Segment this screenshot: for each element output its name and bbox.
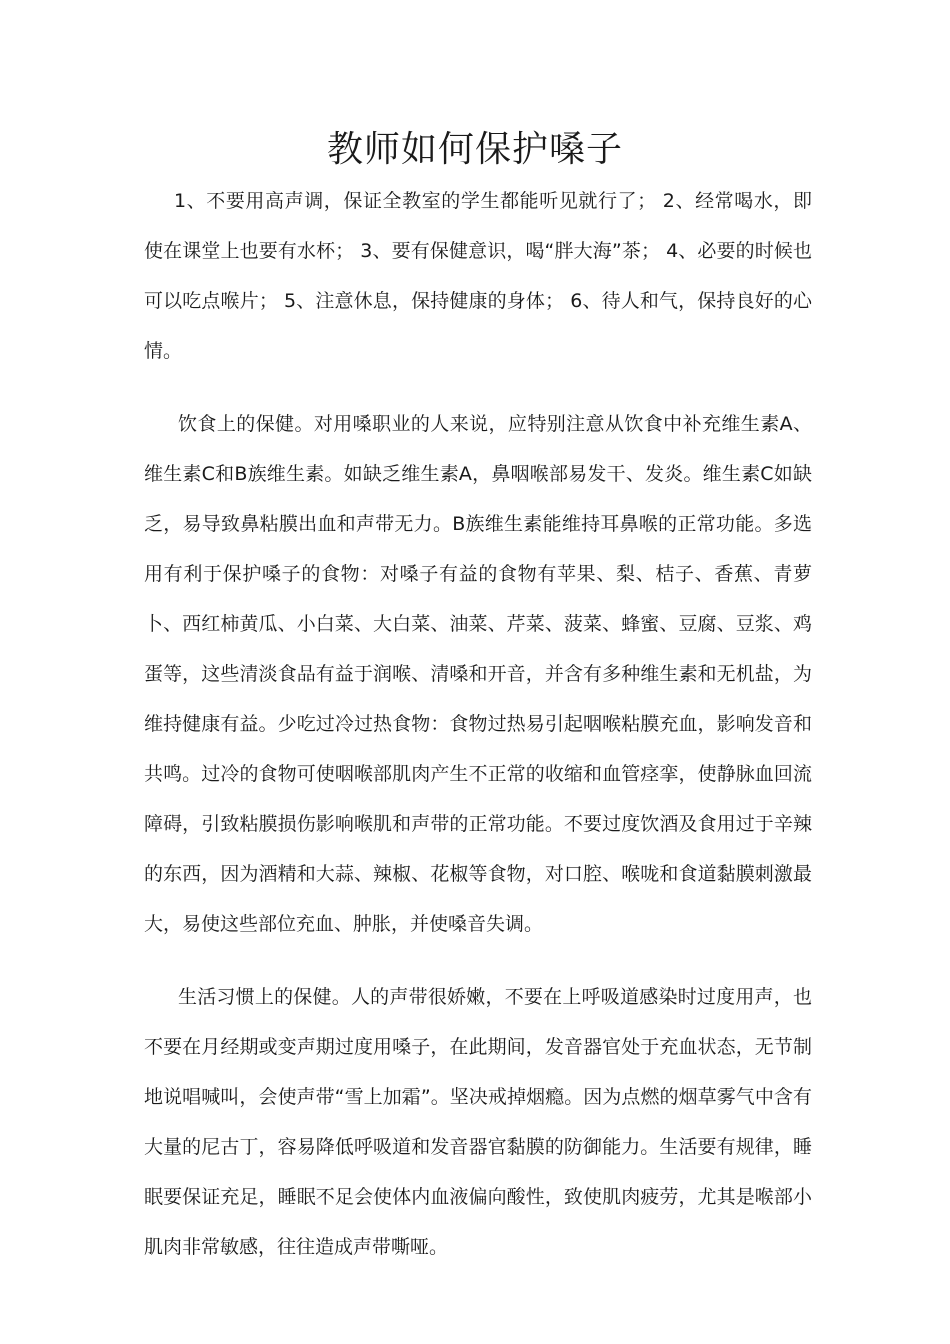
document-body [144, 176, 812, 1272]
paragraph-habits: 生活习惯上的保健。人的声带很娇嫩，不要在上呼吸道感染时过度用声，也不要在月经期或变声期过度用嗓子，在此期间，发音器官处于充血状态，无节制地说唱喊叫，会使声带“雪上加霜”。坚决戒掉烟瘾。因为点燃的烟草雾气中含有大量的尼古丁，容易降低呼吸道和发音器官黏膜的防御能力。生活要有规律，睡眠要保证充足，睡眠不足会使体内血液偏向酸性，致使肌肉疲劳，尤其是喉部小肌肉非常敏感，往往造成声带嘶哑。 [144, 986, 812, 1258]
paragraph-diet: 饮食上的保健。对用嗓职业的人来说，应特别注意从饮食中补充维生素A、维生素C和B族维生素。如缺乏维生素A，鼻咽喉部易发干、发炎。维生素C如缺乏，易导致鼻粘膜出血和声带无力。B族维生素能维持耳鼻喉的正常功能。多选用有利于保护嗓子的食物：对嗓子有益的食物有苹果、梨、桔子、香蕉、青萝卜、西红柿黄瓜、小白菜、大白菜、油菜、芹菜、菠菜、蜂蜜、豆腐、豆浆、鸡蛋等，这些清淡食品有益于润喉、清嗓和开音，并含有多种维生素和无机盐，为维持健康有益。少吃过冷过热食物：食物过热易引起咽喉粘膜充血，影响发音和共鸣。过冷的食物可使咽喉部肌肉产生不正常的收缩和血管痉挛，使静脉血回流障碍，引致粘膜损伤影响喉肌和声带的正常功能。不要过度饮酒及食用过于辛辣的东西，因为酒精和大蒜、辣椒、花椒等食物，对口腔、喉咙和食道黏膜刺激最大，易使这些部位充血、肿胀，并使嗓音失调。 [144, 413, 812, 935]
paragraph-tips: 1、不要用高声调，保证全教室的学生都能听见就行了； 2、经常喝水，即使在课堂上也要有水杯； 3、要有保健意识，喝“胖大海”茶； 4、必要的时候也可以吃点喉片； 5、注意休息，保持健康的身体； 6、待人和气，保持良好的心情。 [144, 190, 812, 362]
document-title: 教师如何保护嗓子 [326, 129, 623, 170]
paragraph-gap [144, 376, 812, 399]
paragraph-gap [144, 949, 812, 972]
